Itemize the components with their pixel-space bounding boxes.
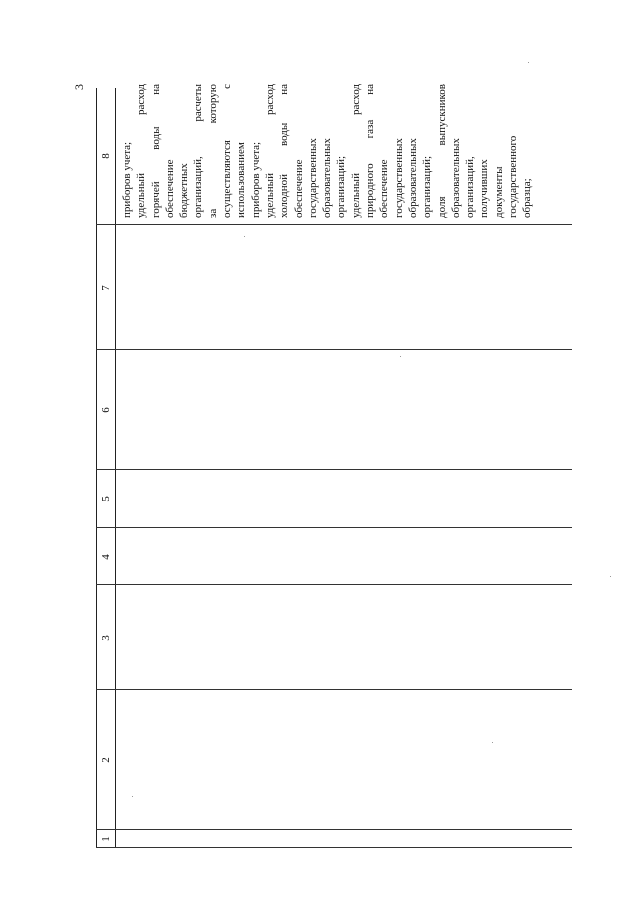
- cell-line: удельный расход: [135, 84, 148, 218]
- column-border: [96, 847, 572, 848]
- cell-line: удельный расход: [263, 84, 276, 218]
- column-number-7: 7: [100, 285, 112, 291]
- column-border: [96, 689, 572, 690]
- cell-line: горячей воды на: [149, 84, 162, 218]
- cell-line: использованием: [235, 142, 248, 218]
- scan-speck: [244, 236, 245, 237]
- cell-line: получивших: [478, 159, 491, 218]
- column-border: [96, 224, 572, 225]
- column-border: [96, 349, 572, 350]
- cell-line: образца;: [521, 178, 534, 218]
- column-border: [96, 469, 572, 470]
- scan-speck: [528, 62, 529, 63]
- cell-line: за которую: [206, 84, 219, 218]
- cell-line: приборов учета;: [121, 141, 133, 218]
- cell-line: организаций;: [335, 155, 348, 218]
- column-border: [96, 829, 572, 830]
- cell-line: доля выпускников: [435, 84, 448, 218]
- column-number-2: 2: [100, 757, 112, 763]
- table-top-border: [96, 88, 97, 848]
- cell-line: образовательных: [406, 138, 419, 218]
- scan-speck: [610, 576, 611, 577]
- column-number-6: 6: [100, 407, 112, 413]
- cell-line: осуществляются с: [221, 84, 234, 218]
- cell-line: удельный расход: [349, 84, 362, 218]
- continuation-table: [96, 84, 572, 848]
- cell-line: природного газа на: [364, 84, 377, 218]
- column-8-cell-text: [120, 84, 535, 218]
- cell-line: обеспечение: [163, 159, 176, 218]
- column-number-5: 5: [100, 496, 112, 502]
- column-number-8: 8: [100, 153, 112, 159]
- cell-line: обеспечение: [378, 159, 391, 218]
- cell-line: документы: [492, 166, 505, 218]
- cell-line: образовательных: [321, 138, 334, 218]
- cell-line: государственных: [306, 138, 319, 218]
- column-number-3: 3: [100, 635, 112, 641]
- cell-line: образовательных: [449, 138, 462, 218]
- cell-line: приборов учета;: [249, 141, 262, 218]
- scan-speck: [400, 356, 401, 357]
- scan-speck: [132, 796, 133, 797]
- cell-line: организаций;: [421, 155, 434, 218]
- cell-line: организаций,: [464, 156, 477, 218]
- column-number-1: 1: [100, 836, 112, 842]
- header-row-border: [115, 88, 116, 848]
- column-border: [96, 584, 572, 585]
- page-number: 3: [72, 84, 86, 90]
- cell-line: государственного: [507, 135, 520, 218]
- cell-line: холодной воды на: [278, 84, 291, 218]
- column-border: [96, 527, 572, 528]
- cell-line: обеспечение: [292, 159, 305, 218]
- column-number-4: 4: [100, 554, 112, 560]
- cell-line: организаций, расчеты: [192, 84, 205, 218]
- cell-line: бюджетных: [178, 163, 191, 218]
- cell-line: государственных: [392, 138, 405, 218]
- scan-speck: [492, 742, 493, 743]
